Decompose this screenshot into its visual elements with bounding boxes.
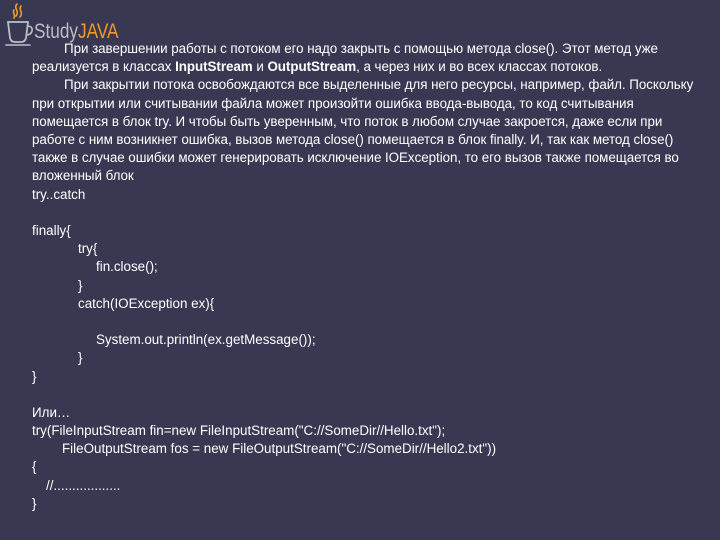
- code-line: }: [78, 277, 83, 293]
- try-catch-label: try..catch: [32, 186, 86, 202]
- code-line: finally{: [32, 223, 71, 238]
- code-line: catch(IOException ex){: [78, 295, 215, 311]
- inputstream-term: InputStream: [175, 59, 253, 75]
- code-line: {: [32, 459, 37, 475]
- slide-content: [32, 40, 704, 513]
- code-line: try{: [78, 241, 98, 257]
- logo-java-text: JAVA: [78, 20, 119, 43]
- logo-study-text: Study: [34, 20, 79, 43]
- paragraph1-part2: и: [252, 59, 268, 75]
- paragraph-close-method: [32, 40, 704, 76]
- paragraph-resources: При закрытии потока освобождаются все выделенные для него ресурсы, например, файл. Поскольку при открытии или считывании файла может произойти ошибка ввода-вывода, то код считывания помещается в блок try. И чтобы быть уверенным, что поток в любом случае закроется, даже если при работе с ним возникнет ошибка, вызов метода close() помещается в блок finally. И, так как метод close() также в случае ошибки может генерировать исключение IOException, то его вызов также помещается во вложенный блок: [32, 77, 694, 184]
- paragraph1-part3: , а через них и во всех классах потоков.: [356, 59, 603, 75]
- code-line: }: [78, 350, 83, 366]
- code-line: fin.close();: [96, 259, 158, 275]
- code-line: }: [32, 495, 37, 511]
- code-line: try(FileInputStream fin=new FileInputStream("C://SomeDir//Hello.txt");: [32, 423, 446, 439]
- outputstream-term: OutputStream: [267, 59, 357, 75]
- paragraph1-part1: При завершении работы с потоком его надо закрыть с помощью метода close(). Этот метод уже реализуется в классах: [32, 41, 658, 75]
- coffee-cup-icon: [4, 2, 34, 48]
- blank-line: [32, 313, 704, 331]
- code-line: FileOutputStream fos = new FileOutputStream("C://SomeDir//Hello2.txt")): [62, 441, 497, 457]
- code-line: }: [32, 368, 37, 384]
- blank-line: [32, 204, 704, 222]
- blank-line: [32, 386, 704, 404]
- code-line: //..................: [46, 477, 121, 493]
- or-label: Или…: [32, 404, 71, 420]
- code-line: System.out.println(ex.getMessage());: [96, 332, 316, 348]
